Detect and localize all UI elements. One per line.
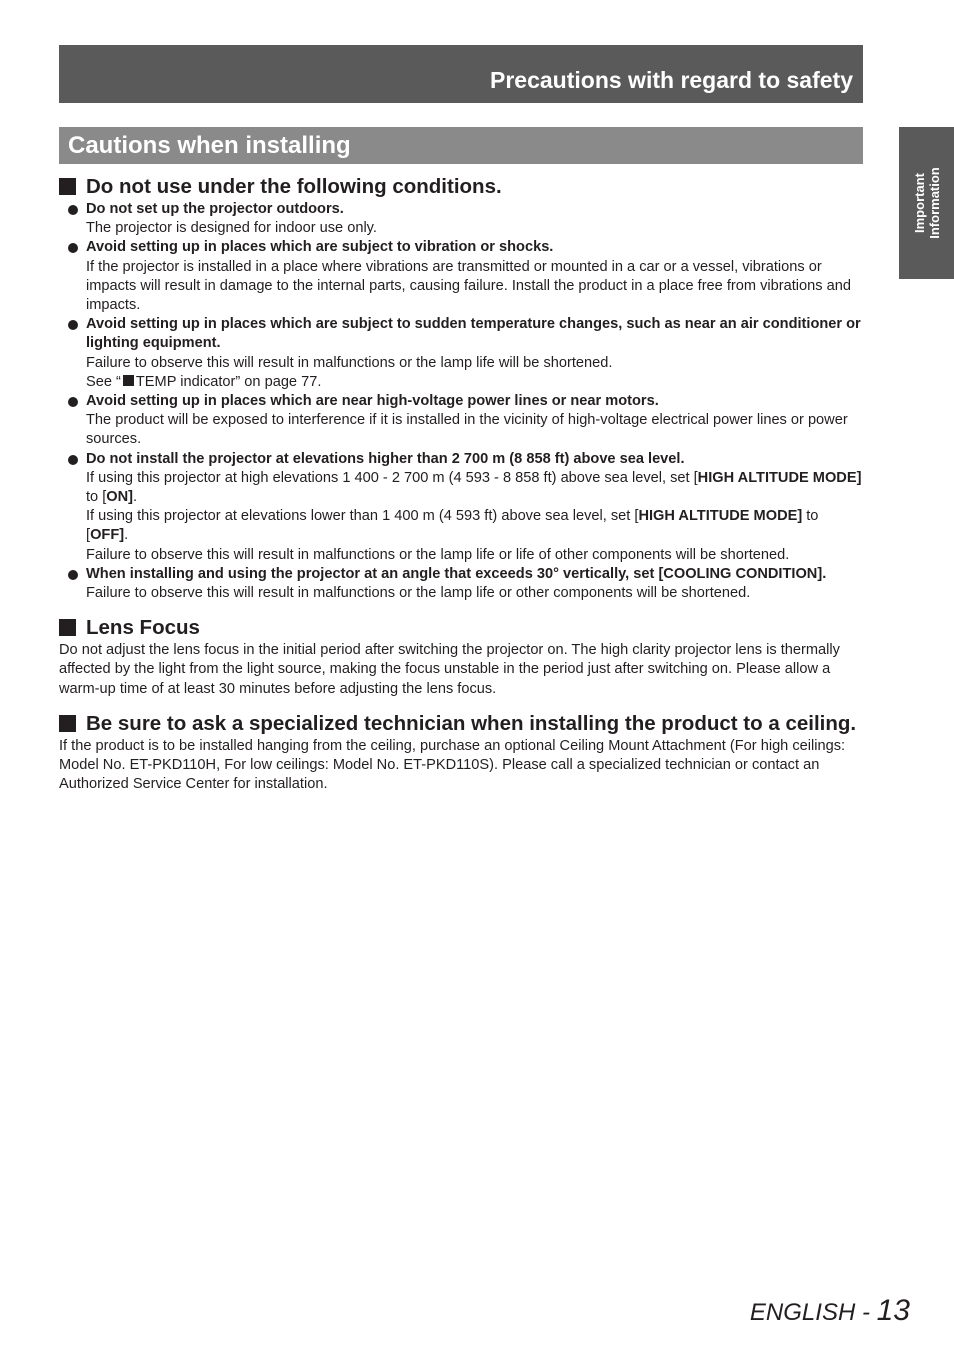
bullet-icon (68, 570, 78, 580)
chapter-header-bar (59, 45, 863, 103)
condition-item-elevation: Do not install the projector at elevations higher than 2 700 m (8 858 ft) above sea level. If using this projector at high elevations 1 400 - 2 700 m (4 593 - 8 858 ft) above sea level, set [HIGH ALTITUDE MODE] to [ON]. If using this projector at elevations lower than 1 400 m (4 593 ft) above sea level, set [HIGH ALTITUDE MODE] to [OFF]. Failure to observe this will result in malfunctions or the lamp life or life of other components will be shortened. (59, 450, 863, 565)
ceiling-heading: Be sure to ask a specialized technician when installing the product to a ceiling. (59, 711, 863, 737)
condition-item-outdoors: Do not set up the projector outdoors. The projector is designed for indoor use only. (59, 200, 863, 238)
square-bullet-icon (59, 178, 76, 195)
bullet-icon (68, 455, 78, 465)
condition-item-high-voltage: Avoid setting up in places which are near high-voltage power lines or near motors. The product will be exposed to interference if it is installed in the vicinity of high-voltage electrical power lines or power sources. (59, 392, 863, 450)
bullet-icon (68, 397, 78, 407)
bullet-icon (68, 243, 78, 253)
side-tab-important-information[interactable] (899, 127, 954, 279)
section-header-bar (59, 127, 863, 164)
bullet-icon (68, 320, 78, 330)
chapter-title: Precautions with regard to safety (490, 67, 853, 93)
side-tab-label: Important Information (911, 167, 942, 239)
square-bullet-icon (59, 619, 76, 636)
condition-item-temperature: Avoid setting up in places which are subject to sudden temperature changes, such as near an air conditioner or lighting equipment. Failure to observe this will result in malfunctions or the lamp life will be shortened. See “ TEMP indicator” on page 77. (59, 315, 863, 392)
condition-item-angle: When installing and using the projector at an angle that exceeds 30° vertically, set [COOLING CONDITION]. Failure to observe this will result in malfunctions or the lamp life or other components will be shortened. (59, 565, 863, 603)
black-square-icon (123, 375, 134, 386)
lens-focus-heading: Lens Focus (59, 615, 863, 641)
page-footer (750, 1294, 910, 1328)
square-bullet-icon (59, 715, 76, 732)
page-number: 13 (876, 1294, 910, 1327)
temp-indicator-reference[interactable]: See “ TEMP indicator” on page 77. (86, 373, 322, 390)
ceiling-body: If the product is to be installed hanging from the ceiling, purchase an optional Ceiling Mount Attachment (For high ceilings: Model No. ET-PKD110H, For low ceilings: Model No. ET-PKD110S). Please call a specialized technician or contact an Authorized Service Center for installation. (59, 737, 846, 793)
page-content (59, 174, 863, 794)
condition-item-vibration: Avoid setting up in places which are subject to vibration or shocks. If the projector is installed in a place where vibrations are transmitted or mounted in a car or a vessel, vibrations or impacts will result in damage to the internal parts, causing failure. Install the product in a place free from vibrations and impacts. (59, 238, 863, 315)
conditions-heading: Do not use under the following conditions. (59, 174, 863, 200)
footer-language: ENGLISH - (749, 1299, 877, 1326)
section-title: Cautions when installing (68, 132, 351, 159)
bullet-icon (68, 205, 78, 215)
lens-focus-body: Do not adjust the lens focus in the initial period after switching the projector on. The high clarity projector lens is thermally affected by the light from the light source, making the focus unstable in the period just after switching on. Please allow a warm-up time of at least 30 minutes before adjusting the lens focus. (59, 642, 840, 697)
